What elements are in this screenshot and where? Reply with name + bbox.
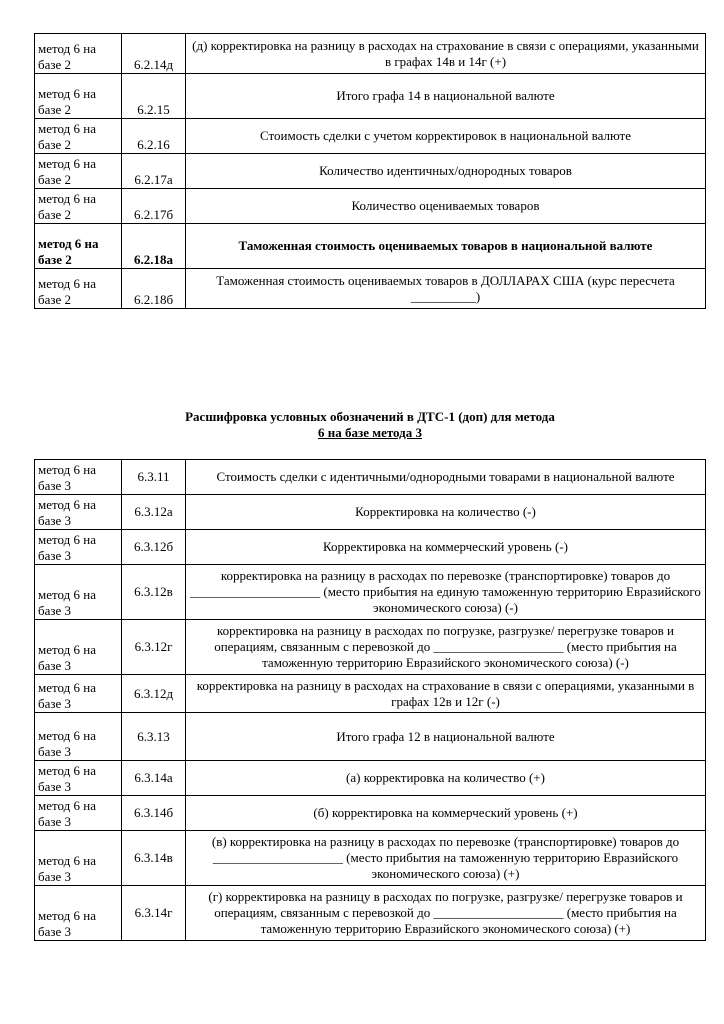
code-cell: 6.3.14б	[122, 796, 186, 831]
method-cell: метод 6 на базе 3	[35, 713, 122, 761]
table-row	[35, 74, 706, 119]
method-cell: метод 6 на базе 3	[35, 495, 122, 530]
table-row	[35, 269, 706, 309]
description-cell: корректировка на разницу в расходах по перевозке (транспортировке) товаров до ____________________ (место прибытия на единую таможенную территорию Евразийского экономического союза) (-)	[186, 565, 706, 620]
method-cell: метод 6 на базе 2	[35, 34, 122, 74]
method-cell: метод 6 на базе 2	[35, 269, 122, 309]
code-cell: 6.3.14г	[122, 886, 186, 941]
table-row	[35, 224, 706, 269]
description-cell: (в) корректировка на разницу в расходах по перевозке (транспортировке) товаров до ____________________ (место прибытия на таможенную территорию Евразийского экономического союза) (+)	[186, 831, 706, 886]
description-cell: (д) корректировка на разницу в расходах на страхование в связи с операциями, указанными в графах 14в и 14г (+)	[186, 34, 706, 74]
method-cell: метод 6 на базе 2	[35, 154, 122, 189]
code-cell: 6.2.14д	[122, 34, 186, 74]
section-heading	[34, 409, 706, 441]
code-cell: 6.2.18а	[122, 224, 186, 269]
method-cell: метод 6 на базе 3	[35, 565, 122, 620]
code-cell: 6.3.12г	[122, 620, 186, 675]
method-cell: метод 6 на базе 3	[35, 886, 122, 941]
table-row	[35, 460, 706, 495]
method-cell: метод 6 на базе 2	[35, 119, 122, 154]
table-row	[35, 495, 706, 530]
code-cell: 6.2.18б	[122, 269, 186, 309]
table-row	[35, 886, 706, 941]
table-row	[35, 189, 706, 224]
description-cell: Итого графа 12 в национальной валюте	[186, 713, 706, 761]
code-cell: 6.3.12в	[122, 565, 186, 620]
table-row	[35, 620, 706, 675]
method-cell: метод 6 на базе 3	[35, 675, 122, 713]
description-cell: Стоимость сделки с идентичными/однородными товарами в национальной валюте	[186, 460, 706, 495]
table-row	[35, 675, 706, 713]
method-cell: метод 6 на базе 3	[35, 796, 122, 831]
table-row	[35, 530, 706, 565]
table-row	[35, 796, 706, 831]
description-cell: Корректировка на количество (-)	[186, 495, 706, 530]
table-row	[35, 34, 706, 74]
method-cell: метод 6 на базе 3	[35, 530, 122, 565]
method-cell: метод 6 на базе 3	[35, 620, 122, 675]
code-cell: 6.3.12б	[122, 530, 186, 565]
table-method6-base3	[34, 459, 706, 941]
table-row	[35, 565, 706, 620]
code-cell: 6.2.15	[122, 74, 186, 119]
description-cell: (а) корректировка на количество (+)	[186, 761, 706, 796]
method-cell: метод 6 на базе 2	[35, 189, 122, 224]
table-row	[35, 713, 706, 761]
code-cell: 6.3.14а	[122, 761, 186, 796]
method-cell: метод 6 на базе 3	[35, 460, 122, 495]
table-row	[35, 831, 706, 886]
description-cell: Стоимость сделки с учетом корректировок в национальной валюте	[186, 119, 706, 154]
code-cell: 6.3.14в	[122, 831, 186, 886]
table-row	[35, 154, 706, 189]
code-cell: 6.2.17а	[122, 154, 186, 189]
description-cell: Итого графа 14 в национальной валюте	[186, 74, 706, 119]
code-cell: 6.3.12д	[122, 675, 186, 713]
description-cell: (б) корректировка на коммерческий уровень (+)	[186, 796, 706, 831]
heading-line-1: Расшифровка условных обозначений в ДТС-1 (доп) для метода	[185, 409, 555, 424]
method-cell: метод 6 на базе 3	[35, 761, 122, 796]
method-cell: метод 6 на базе 2	[35, 224, 122, 269]
description-cell: Корректировка на коммерческий уровень (-)	[186, 530, 706, 565]
heading-line-2: 6 на базе метода 3	[317, 425, 423, 440]
description-cell: Таможенная стоимость оцениваемых товаров в национальной валюте	[186, 224, 706, 269]
table-row	[35, 119, 706, 154]
description-cell: Таможенная стоимость оцениваемых товаров в ДОЛЛАРАХ США (курс пересчета __________)	[186, 269, 706, 309]
code-cell: 6.2.16	[122, 119, 186, 154]
method-cell: метод 6 на базе 2	[35, 74, 122, 119]
description-cell: (г) корректировка на разницу в расходах по погрузке, разгрузке/ перегрузке товаров и операциям, связанным с перевозкой до ____________________ (место прибытия на таможенную территорию Евразийского экономического союза) (+)	[186, 886, 706, 941]
code-cell: 6.2.17б	[122, 189, 186, 224]
code-cell: 6.3.13	[122, 713, 186, 761]
code-cell: 6.3.11	[122, 460, 186, 495]
description-cell: Количество идентичных/однородных товаров	[186, 154, 706, 189]
table-row	[35, 761, 706, 796]
method-cell: метод 6 на базе 3	[35, 831, 122, 886]
description-cell: корректировка на разницу в расходах на страхование в связи с операциями, указанными в графах 12в и 12г (-)	[186, 675, 706, 713]
code-cell: 6.3.12а	[122, 495, 186, 530]
description-cell: корректировка на разницу в расходах по погрузке, разгрузке/ перегрузке товаров и операциям, связанным с перевозкой до ____________________ (место прибытия на таможенную территорию Евразийского экономического союза) (-)	[186, 620, 706, 675]
table-method6-base2	[34, 33, 706, 309]
description-cell: Количество оцениваемых товаров	[186, 189, 706, 224]
